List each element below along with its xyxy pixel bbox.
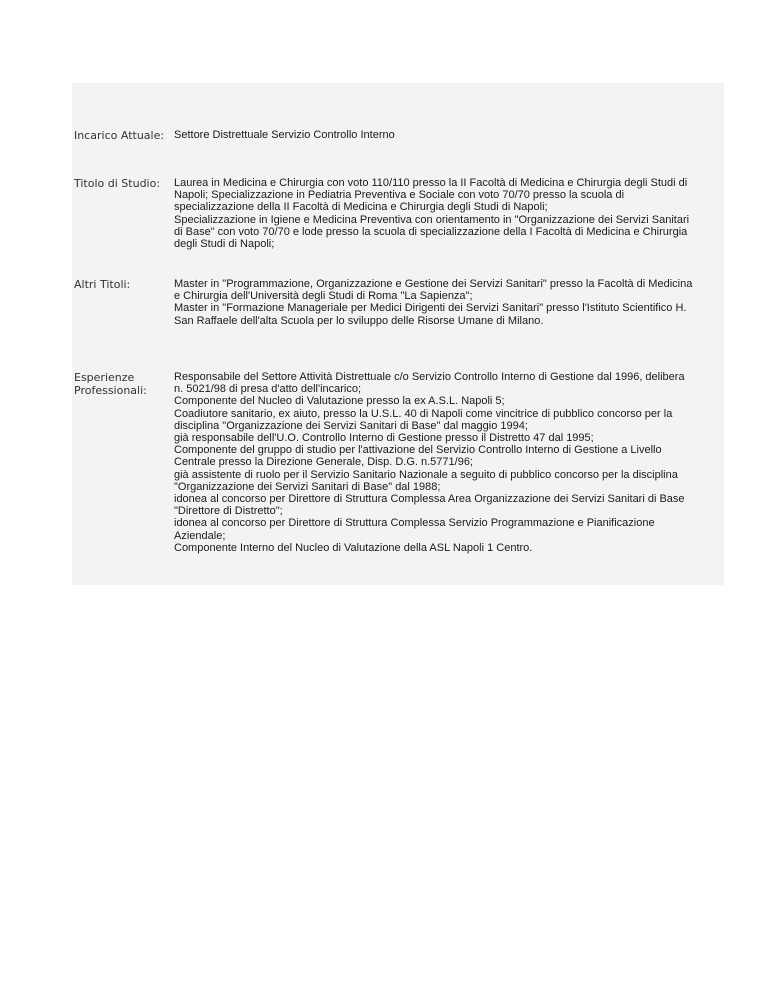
esperienze-line: Componente Interno del Nucleo di Valutazione della ASL Napoli 1 Centro.: [174, 541, 533, 554]
esperienze-line: già assistente di ruolo per il Servizio Sanitario Nazionale a seguito di pubblico concorso per la disciplina: [174, 468, 678, 481]
esperienze-professionali-value: [174, 371, 720, 554]
altri-titoli-line: Master in "Formazione Manageriale per Medici Dirigenti dei Servizi Sanitari" presso l'Istituto Scientifico H.: [174, 302, 687, 315]
esperienze-line: Componente del Nucleo di Valutazione presso la ex A.S.L. Napoli 5;: [174, 395, 505, 408]
esperienze-line: Aziendale;: [174, 529, 226, 542]
profile-panel: [72, 83, 724, 585]
altri-titoli-value: [174, 278, 720, 327]
titolo-di-studio-line: Specializzazione in Igiene e Medicina Preventiva con orientamento in "Organizzazione dei Servizi Sanitari: [174, 213, 690, 226]
incarico-attuale-value: [174, 129, 720, 141]
esperienze-line: Centrale presso la Direzione Generale, Disp. D.G. n.5771/96;: [174, 456, 473, 469]
esperienze-line: idonea al concorso per Direttore di Struttura Complessa Area Organizzazione dei Servizi Sanitari di Base: [174, 493, 685, 506]
esperienze-line: "Direttore di Distretto";: [174, 505, 283, 518]
titolo-di-studio-line: degli Studi di Napoli;: [174, 238, 275, 251]
titolo-di-studio-line: Laurea in Medicina e Chirurgia con voto 110/110 presso la II Facoltà di Medicina e Chirurgia degli Studi di: [174, 177, 688, 189]
titolo-di-studio-line: specializzazione della II Facoltà di Medicina e Chirurgia degli Studi di Napoli;: [174, 201, 548, 214]
esperienze-line: già responsabile dell'U.O. Controllo Interno di Gestione presso il Distretto 47 dal 1995;: [174, 432, 594, 445]
altri-titoli-line: e Chirurgia dell'Università degli Studi di Roma "La Sapienza";: [174, 290, 473, 303]
altri-titoli-line: San Raffaele dell'alta Scuola per lo sviluppo delle Risorse Umane di Milano.: [174, 314, 544, 327]
esperienze-line: Componente del gruppo di studio per l'attivazione del Servizio Controllo Interno di Gestione a Livello: [174, 444, 662, 457]
altri-titoli-label: Altri Titoli:: [74, 278, 131, 291]
esperienze-line: n. 5021/98 di presa d'atto dell'incarico;: [174, 383, 362, 396]
titolo-di-studio-value: [174, 177, 720, 250]
incarico-attuale-label: Incarico Attuale:: [74, 129, 165, 142]
esperienze-line: idonea al concorso per Direttore di Struttura Complessa Servizio Programmazione e Pianificazione: [174, 517, 655, 530]
titolo-di-studio-line: Napoli; Specializzazione in Pediatria Preventiva e Sociale con voto 70/70 presso la scuola di: [174, 189, 625, 202]
incarico-attuale-line: Settore Distrettuale Servizio Controllo Interno: [174, 129, 395, 141]
titolo-di-studio-label: Titolo di Studio:: [74, 177, 161, 190]
esperienze-line: Coadiutore sanitario, ex aiuto, presso la U.S.L. 40 di Napoli come vincitrice di pubblico concorso per la: [174, 407, 673, 420]
esperienze-line: disciplina "Organizzazione dei Servizi Sanitari di Base" dal maggio 1994;: [174, 419, 528, 432]
esperienze-line: Responsabile del Settore Attività Distrettuale c/o Servizio Controllo Interno di Gestione dal 1996, delibera: [174, 371, 685, 383]
altri-titoli-line: Master in "Programmazione, Organizzazione e Gestione dei Servizi Sanitari" presso la Facoltà di Medicina: [174, 278, 693, 290]
titolo-di-studio-line: di Base" con voto 70/70 e lode presso la scuola di specializzazione della I Facoltà di Medicina e Chirurgia: [174, 225, 688, 238]
esperienze-line: "Organizzazione dei Servizi Sanitari di Base" dal 1988;: [174, 480, 441, 493]
esperienze-professionali-label: Esperienze Professionali:: [74, 371, 147, 397]
